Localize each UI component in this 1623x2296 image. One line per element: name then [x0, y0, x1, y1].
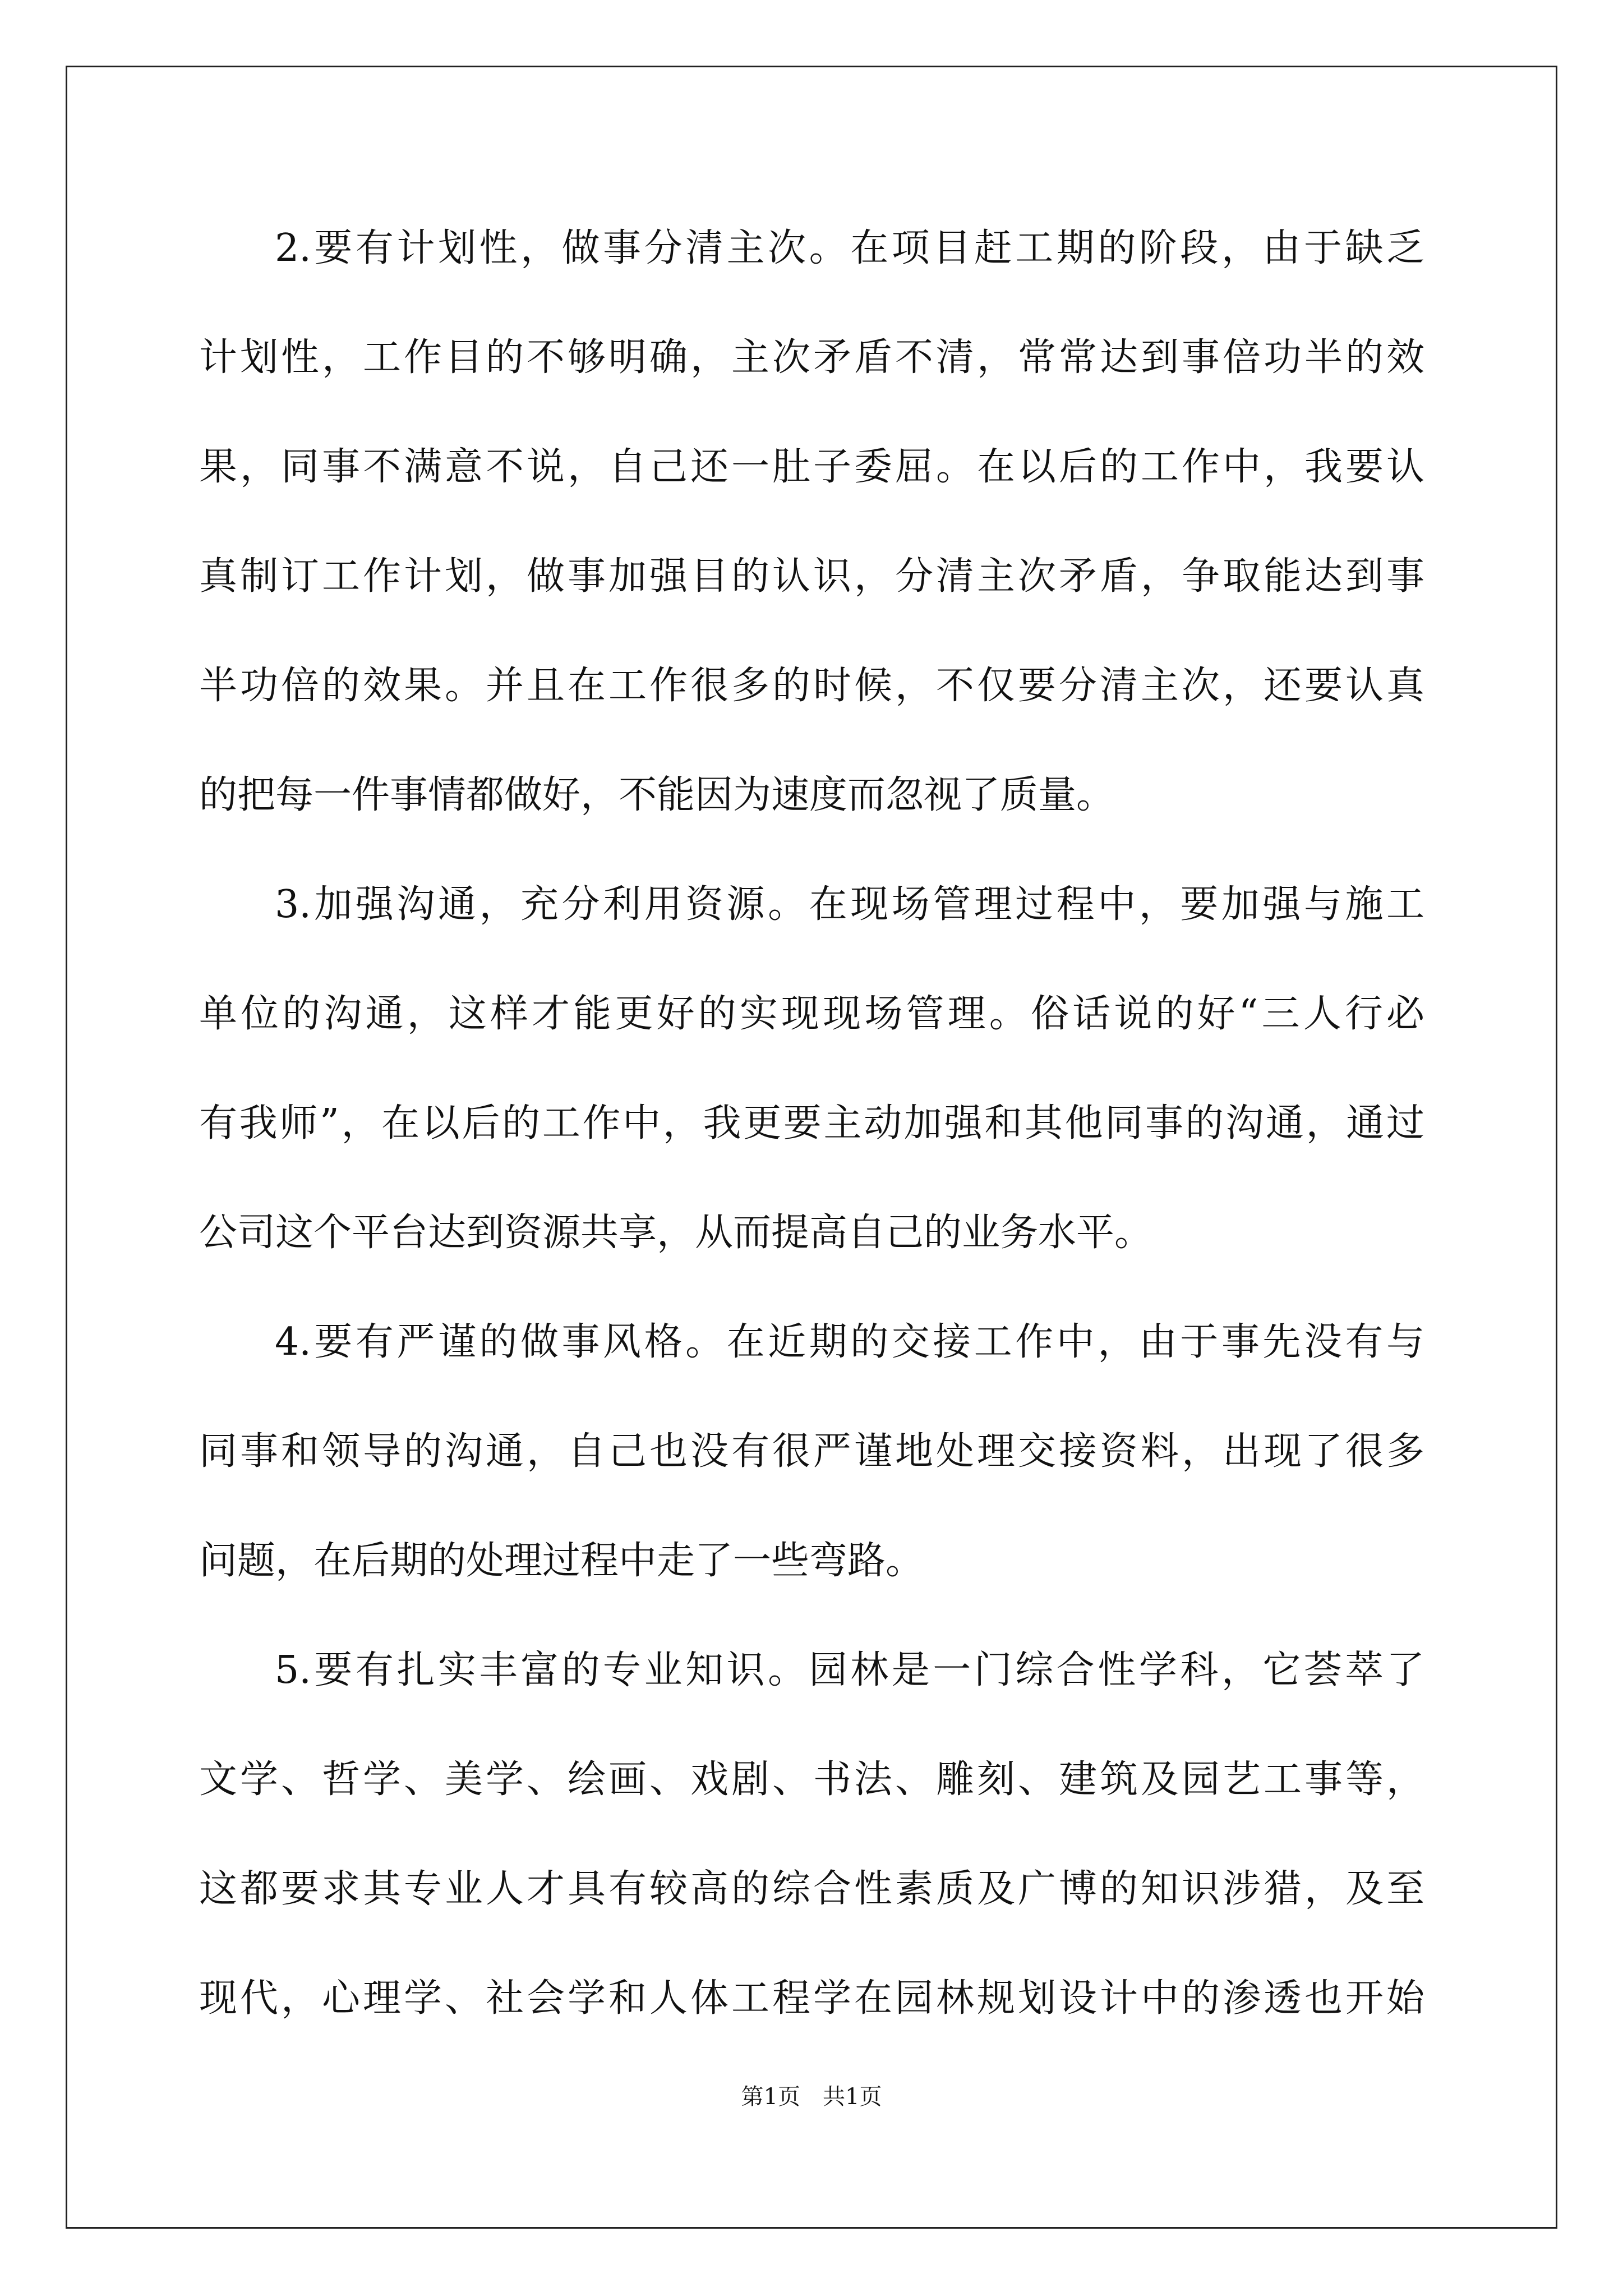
- paragraph-2-line: 半功倍的效果。并且在工作很多的时候，不仅要分清主次，还要认真: [199, 664, 1424, 708]
- paragraph-5-line: 5.要有扎实丰富的专业知识。园林是一门综合性学科，它荟萃了: [275, 1648, 1424, 1692]
- paragraph-4-line: 4.要有严谨的做事风格。在近期的交接工作中，由于事先没有与: [275, 1320, 1424, 1364]
- paragraph-2-line: 2.要有计划性，做事分清主次。在项目赶工期的阶段，由于缺乏: [275, 226, 1424, 270]
- paragraph-4-line: 同事和领导的沟通，自己也没有很严谨地处理交接资料，出现了很多: [199, 1429, 1424, 1474]
- paragraph-3-line: 有我师”，在以后的工作中，我更要主动加强和其他同事的沟通，通过: [199, 1101, 1424, 1145]
- paragraph-5-line: 这都要求其专业人才具有较高的综合性素质及广博的知识涉猎，及至: [199, 1867, 1424, 1911]
- paragraph-4-line: 问题，在后期的处理过程中走了一些弯路。: [199, 1539, 924, 1583]
- paragraph-5-line: 文学、哲学、美学、绘画、戏剧、书法、雕刻、建筑及园艺工事等，: [199, 1757, 1424, 1802]
- paragraph-3-line: 单位的沟通，这样才能更好的实现现场管理。俗话说的好“三人行必: [199, 992, 1424, 1036]
- paragraph-3-line: 公司这个平台达到资源共享，从而提高自己的业务水平。: [199, 1211, 1153, 1255]
- paragraph-2-line: 计划性，工作目的不够明确，主次矛盾不清，常常达到事倍功半的效: [199, 335, 1424, 380]
- paragraph-3-line: 3.加强沟通，充分利用资源。在现场管理过程中，要加强与施工: [275, 882, 1424, 927]
- page-number-footer: 第1页 共1页: [741, 2084, 882, 2110]
- paragraph-2-line: 真制订工作计划，做事加强目的认识，分清主次矛盾，争取能达到事: [199, 554, 1424, 599]
- paragraph-2-line: 的把每一件事情都做好，不能因为速度而忽视了质量。: [199, 773, 1115, 817]
- paragraph-5-line: 现代，心理学、社会学和人体工程学在园林规划设计中的渗透也开始: [199, 1976, 1424, 2021]
- paragraph-2-line: 果，同事不满意不说，自己还一肚子委屈。在以后的工作中，我要认: [199, 445, 1424, 489]
